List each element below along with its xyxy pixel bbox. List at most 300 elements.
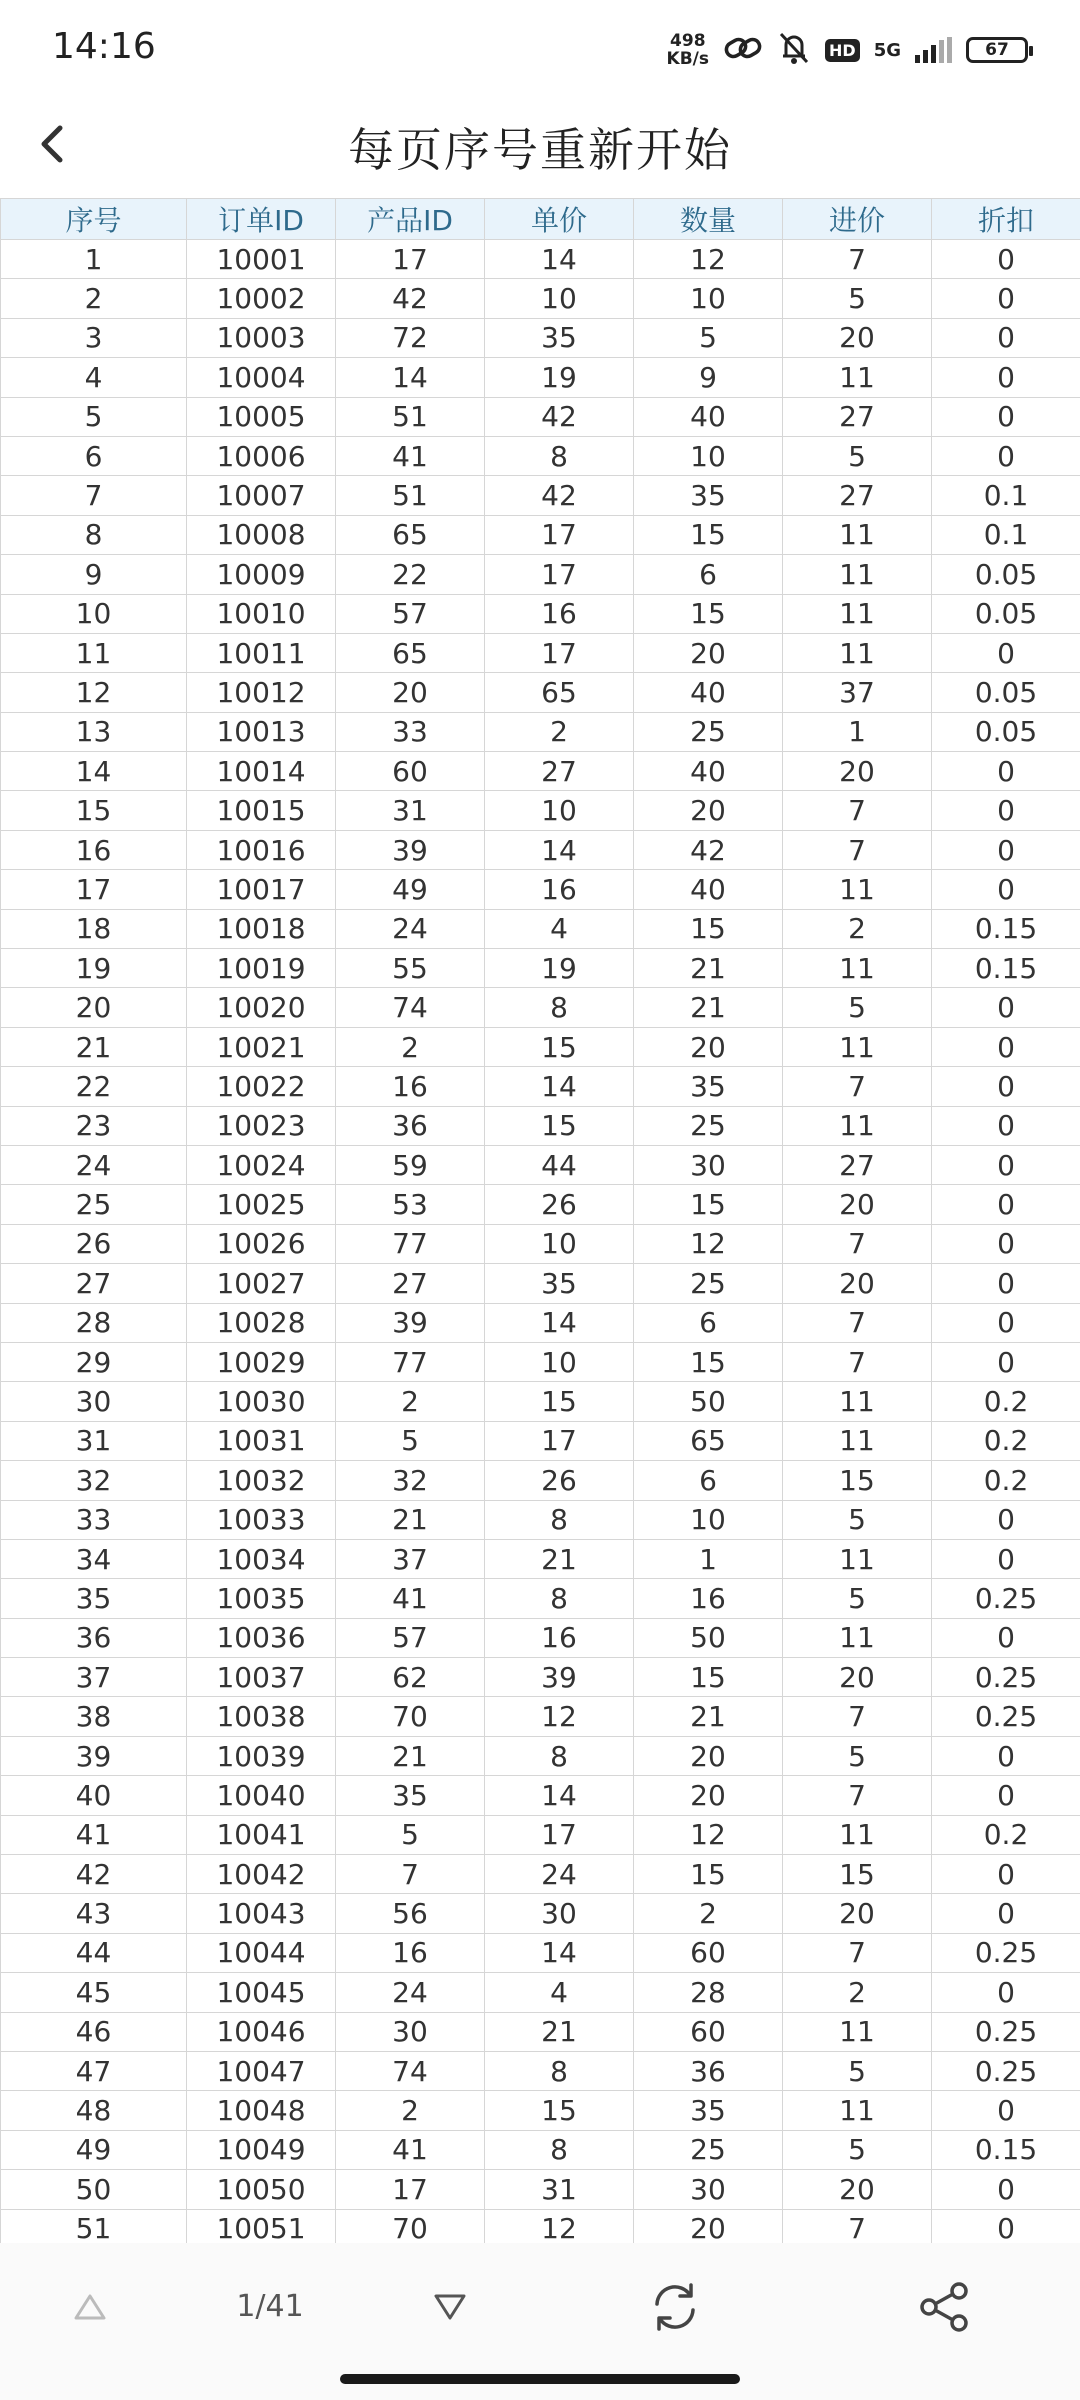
table-cell: 10 — [485, 1342, 634, 1381]
table-cell: 40 — [634, 752, 783, 791]
table-cell: 10025 — [187, 1185, 336, 1224]
table-cell: 10033 — [187, 1500, 336, 1539]
table-cell: 7 — [783, 1776, 932, 1815]
table-row[interactable] — [1, 2091, 1080, 2130]
table-cell: 21 — [1, 1027, 187, 1066]
table-row[interactable] — [1, 1145, 1080, 1184]
table-cell: 10038 — [187, 1697, 336, 1736]
data-table — [0, 198, 1080, 2243]
table-row[interactable] — [1, 2170, 1080, 2209]
table-cell: 14 — [1, 752, 187, 791]
table-header-row — [1, 199, 1080, 240]
table-cell: 0.25 — [932, 1579, 1080, 1618]
table-cell: 0.15 — [932, 949, 1080, 988]
battery-icon: 67 — [966, 37, 1028, 63]
table-cell: 27 — [1, 1264, 187, 1303]
table-cell: 10048 — [187, 2091, 336, 2130]
table-cell: 20 — [634, 633, 783, 672]
table-row[interactable] — [1, 673, 1080, 712]
table-cell: 0.25 — [932, 1658, 1080, 1697]
table-cell: 11 — [783, 1815, 932, 1854]
table-cell: 20 — [783, 318, 932, 357]
table-row[interactable] — [1, 1382, 1080, 1421]
table-row[interactable] — [1, 515, 1080, 554]
table-row[interactable] — [1, 1933, 1080, 1972]
table-cell: 11 — [783, 594, 932, 633]
table-cell: 20 — [783, 1264, 932, 1303]
page-title: 每页序号重新开始 — [348, 123, 732, 177]
table-cell: 8 — [485, 1736, 634, 1775]
table-cell: 4 — [485, 1973, 634, 2012]
table-row[interactable] — [1, 1894, 1080, 1933]
table-row[interactable] — [1, 1500, 1080, 1539]
table-row[interactable] — [1, 358, 1080, 397]
table-cell: 38 — [1, 1697, 187, 1736]
table-cell: 8 — [1, 515, 187, 554]
table-cell: 0 — [932, 2209, 1080, 2243]
table-cell: 10049 — [187, 2130, 336, 2169]
table-row[interactable] — [1, 1421, 1080, 1460]
table-cell: 10026 — [187, 1224, 336, 1263]
table-cell: 10040 — [187, 1776, 336, 1815]
table-row[interactable] — [1, 949, 1080, 988]
table-cell: 10 — [634, 279, 783, 318]
table-cell: 26 — [485, 1185, 634, 1224]
table-cell: 16 — [485, 1618, 634, 1657]
table-cell: 4 — [1, 358, 187, 397]
table-cell: 77 — [336, 1224, 485, 1263]
table-cell: 10036 — [187, 1618, 336, 1657]
table-cell: 33 — [1, 1500, 187, 1539]
table-cell: 21 — [336, 1500, 485, 1539]
table-cell: 7 — [783, 1067, 932, 1106]
table-cell: 14 — [485, 830, 634, 869]
table-cell: 9 — [634, 358, 783, 397]
table-cell: 53 — [336, 1185, 485, 1224]
table-cell: 19 — [485, 949, 634, 988]
table-cell: 16 — [634, 1579, 783, 1618]
table-cell: 10005 — [187, 397, 336, 436]
table-row[interactable] — [1, 2012, 1080, 2051]
table-cell: 5 — [336, 1421, 485, 1460]
table-cell: 10046 — [187, 2012, 336, 2051]
table-cell: 0.05 — [932, 712, 1080, 751]
table-row[interactable] — [1, 436, 1080, 475]
table-cell: 44 — [485, 1145, 634, 1184]
table-cell: 39 — [336, 1303, 485, 1342]
table-cell: 62 — [336, 1658, 485, 1697]
table-cell: 0.05 — [932, 673, 1080, 712]
table-row[interactable] — [1, 594, 1080, 633]
table-cell: 48 — [1, 2091, 187, 2130]
table-cell: 0 — [932, 1224, 1080, 1263]
table-cell: 12 — [485, 2209, 634, 2243]
table-cell: 10047 — [187, 2051, 336, 2090]
table-cell: 21 — [336, 1736, 485, 1775]
table-cell: 10015 — [187, 791, 336, 830]
table-cell: 10 — [634, 1500, 783, 1539]
table-cell: 47 — [1, 2051, 187, 2090]
table-cell: 0 — [932, 752, 1080, 791]
table-cell: 8 — [485, 1500, 634, 1539]
table-cell: 0 — [932, 397, 1080, 436]
table-row[interactable] — [1, 279, 1080, 318]
table-cell: 21 — [634, 1697, 783, 1736]
table-row[interactable] — [1, 2130, 1080, 2169]
table-cell: 11 — [783, 1027, 932, 1066]
table-cell: 8 — [485, 988, 634, 1027]
table-cell: 0 — [932, 2170, 1080, 2209]
table-cell: 10020 — [187, 988, 336, 1027]
link-icon — [723, 33, 763, 67]
table-cell: 24 — [336, 909, 485, 948]
title-bar — [0, 100, 1080, 198]
table-cell: 2 — [783, 909, 932, 948]
table-cell: 20 — [1, 988, 187, 1027]
table-row[interactable] — [1, 791, 1080, 830]
table-cell: 20 — [634, 1776, 783, 1815]
column-header: 单价 — [485, 199, 634, 240]
table-cell: 5 — [336, 1815, 485, 1854]
table-row[interactable] — [1, 752, 1080, 791]
table-cell: 7 — [783, 830, 932, 869]
table-cell: 30 — [1, 1382, 187, 1421]
table-row[interactable] — [1, 1658, 1080, 1697]
table-cell: 35 — [634, 476, 783, 515]
table-cell: 0 — [932, 1539, 1080, 1578]
table-cell: 7 — [1, 476, 187, 515]
table-cell: 0.15 — [932, 909, 1080, 948]
table-cell: 0 — [932, 279, 1080, 318]
table-cell: 10034 — [187, 1539, 336, 1578]
table-cell: 6 — [634, 1303, 783, 1342]
table-cell: 19 — [1, 949, 187, 988]
table-cell: 11 — [783, 1618, 932, 1657]
table-row[interactable] — [1, 555, 1080, 594]
hd-badge: HD — [825, 39, 860, 62]
table-cell: 70 — [336, 2209, 485, 2243]
table-cell: 10035 — [187, 1579, 336, 1618]
table-cell: 7 — [783, 1224, 932, 1263]
table-cell: 10030 — [187, 1382, 336, 1421]
refresh-icon — [645, 2277, 705, 2337]
table-row[interactable] — [1, 1303, 1080, 1342]
table-cell: 42 — [1, 1855, 187, 1894]
table-cell: 19 — [485, 358, 634, 397]
table-cell: 11 — [783, 2091, 932, 2130]
table-cell: 20 — [634, 1736, 783, 1775]
triangle-down-icon — [432, 2292, 468, 2322]
table-cell: 24 — [485, 1855, 634, 1894]
table-cell: 5 — [783, 1579, 932, 1618]
table-cell: 25 — [1, 1185, 187, 1224]
table-cell: 5 — [783, 1736, 932, 1775]
table-cell: 41 — [336, 436, 485, 475]
table-row[interactable] — [1, 909, 1080, 948]
table-cell: 10008 — [187, 515, 336, 554]
table-cell: 20 — [634, 2209, 783, 2243]
table-cell: 4 — [485, 909, 634, 948]
table-cell: 10050 — [187, 2170, 336, 2209]
table-cell: 0 — [932, 358, 1080, 397]
table-cell: 15 — [634, 594, 783, 633]
table-body — [1, 240, 1080, 2244]
table-cell: 0 — [932, 1185, 1080, 1224]
table-cell: 16 — [485, 870, 634, 909]
table-cell: 15 — [634, 1342, 783, 1381]
table-cell: 10031 — [187, 1421, 336, 1460]
table-cell: 22 — [336, 555, 485, 594]
table-row[interactable] — [1, 1855, 1080, 1894]
table-cell: 0 — [932, 633, 1080, 672]
table-cell: 59 — [336, 1145, 485, 1184]
share-icon — [915, 2277, 975, 2337]
table-cell: 44 — [1, 1933, 187, 1972]
table-cell: 21 — [634, 988, 783, 1027]
table-cell: 14 — [485, 1933, 634, 1972]
table-cell: 21 — [485, 1539, 634, 1578]
table-cell: 11 — [783, 358, 932, 397]
table-cell: 16 — [485, 594, 634, 633]
table-cell: 0 — [932, 988, 1080, 1027]
table-cell: 14 — [485, 1067, 634, 1106]
table-row[interactable] — [1, 1342, 1080, 1381]
table-cell: 0 — [932, 1618, 1080, 1657]
table-cell: 5 — [783, 2051, 932, 2090]
table-cell: 12 — [1, 673, 187, 712]
table-cell: 10019 — [187, 949, 336, 988]
table-cell: 65 — [336, 633, 485, 672]
table-cell: 25 — [634, 2130, 783, 2169]
table-cell: 5 — [783, 1500, 932, 1539]
table-cell: 1 — [634, 1539, 783, 1578]
refresh-button[interactable] — [640, 2281, 710, 2333]
table-cell: 36 — [336, 1106, 485, 1145]
table-row[interactable] — [1, 1618, 1080, 1657]
table-cell: 31 — [485, 2170, 634, 2209]
table-cell: 35 — [485, 318, 634, 357]
table-cell: 0 — [932, 791, 1080, 830]
table-row[interactable] — [1, 2051, 1080, 2090]
table-cell: 10023 — [187, 1106, 336, 1145]
data-table-container[interactable] — [0, 198, 1080, 2243]
table-cell: 10041 — [187, 1815, 336, 1854]
table-row[interactable] — [1, 1224, 1080, 1263]
table-cell: 12 — [634, 1224, 783, 1263]
table-cell: 56 — [336, 1894, 485, 1933]
table-cell: 15 — [485, 1106, 634, 1145]
table-cell: 9 — [1, 555, 187, 594]
table-cell: 39 — [1, 1736, 187, 1775]
table-cell: 13 — [1, 712, 187, 751]
table-cell: 0 — [932, 436, 1080, 475]
table-cell: 10016 — [187, 830, 336, 869]
column-header: 进价 — [783, 199, 932, 240]
table-cell: 0.25 — [932, 1697, 1080, 1736]
table-cell: 12 — [634, 1815, 783, 1854]
table-cell: 15 — [634, 515, 783, 554]
table-cell: 10022 — [187, 1067, 336, 1106]
table-cell: 51 — [1, 2209, 187, 2243]
table-cell: 11 — [783, 870, 932, 909]
table-cell: 0 — [932, 1106, 1080, 1145]
table-cell: 57 — [336, 1618, 485, 1657]
table-cell: 37 — [1, 1658, 187, 1697]
table-cell: 10011 — [187, 633, 336, 672]
table-cell: 0.25 — [932, 2012, 1080, 2051]
table-cell: 51 — [336, 397, 485, 436]
table-cell: 0 — [932, 1027, 1080, 1066]
table-cell: 33 — [336, 712, 485, 751]
table-cell: 27 — [485, 752, 634, 791]
table-cell: 10029 — [187, 1342, 336, 1381]
table-cell: 10013 — [187, 712, 336, 751]
table-row[interactable] — [1, 1067, 1080, 1106]
table-row[interactable] — [1, 476, 1080, 515]
table-cell: 26 — [1, 1224, 187, 1263]
table-cell: 0.2 — [932, 1815, 1080, 1854]
table-cell: 37 — [783, 673, 932, 712]
table-cell: 35 — [1, 1579, 187, 1618]
table-cell: 2 — [336, 1027, 485, 1066]
table-cell: 26 — [485, 1461, 634, 1500]
table-cell: 7 — [783, 1342, 932, 1381]
next-page-button[interactable] — [420, 2281, 480, 2333]
table-cell: 42 — [485, 397, 634, 436]
table-cell: 65 — [634, 1421, 783, 1460]
table-row[interactable] — [1, 2209, 1080, 2243]
table-cell: 40 — [634, 673, 783, 712]
table-row[interactable] — [1, 1736, 1080, 1775]
table-row[interactable] — [1, 318, 1080, 357]
table-cell: 8 — [485, 1579, 634, 1618]
column-header: 订单ID — [187, 199, 336, 240]
table-cell: 11 — [783, 949, 932, 988]
table-cell: 0 — [932, 240, 1080, 279]
table-row[interactable] — [1, 1027, 1080, 1066]
table-cell: 40 — [1, 1776, 187, 1815]
table-cell: 10 — [1, 594, 187, 633]
table-cell: 20 — [783, 1185, 932, 1224]
table-row[interactable] — [1, 1776, 1080, 1815]
table-row[interactable] — [1, 633, 1080, 672]
table-cell: 6 — [1, 436, 187, 475]
column-header: 数量 — [634, 199, 783, 240]
table-row[interactable] — [1, 830, 1080, 869]
table-cell: 65 — [485, 673, 634, 712]
table-cell: 15 — [634, 1658, 783, 1697]
share-button[interactable] — [910, 2281, 980, 2333]
table-cell: 17 — [336, 240, 485, 279]
table-cell: 39 — [485, 1658, 634, 1697]
table-cell: 1 — [1, 240, 187, 279]
table-row[interactable] — [1, 1264, 1080, 1303]
table-row[interactable] — [1, 1185, 1080, 1224]
table-row[interactable] — [1, 870, 1080, 909]
table-cell: 7 — [336, 1855, 485, 1894]
table-cell: 15 — [634, 909, 783, 948]
table-cell: 11 — [783, 555, 932, 594]
home-indicator[interactable] — [340, 2374, 740, 2384]
table-cell: 0 — [932, 1894, 1080, 1933]
table-cell: 10018 — [187, 909, 336, 948]
table-cell: 2 — [1, 279, 187, 318]
network-speed: 498 KB/s — [666, 31, 710, 69]
table-row[interactable] — [1, 397, 1080, 436]
table-cell: 0 — [932, 1973, 1080, 2012]
table-row[interactable] — [1, 1461, 1080, 1500]
table-cell: 17 — [485, 555, 634, 594]
table-cell: 12 — [634, 240, 783, 279]
table-cell: 57 — [336, 594, 485, 633]
table-cell: 10014 — [187, 752, 336, 791]
table-cell: 60 — [634, 1933, 783, 1972]
table-cell: 20 — [634, 1027, 783, 1066]
table-cell: 16 — [1, 830, 187, 869]
table-cell: 10044 — [187, 1933, 336, 1972]
table-cell: 0 — [932, 318, 1080, 357]
table-cell: 0.25 — [932, 1933, 1080, 1972]
table-cell: 8 — [485, 2130, 634, 2169]
table-cell: 10 — [485, 1224, 634, 1263]
table-row[interactable] — [1, 1973, 1080, 2012]
table-cell: 45 — [1, 1973, 187, 2012]
table-cell: 15 — [634, 1185, 783, 1224]
table-row[interactable] — [1, 240, 1080, 279]
table-cell: 5 — [634, 318, 783, 357]
table-cell: 2 — [336, 1382, 485, 1421]
prev-page-button[interactable] — [60, 2281, 120, 2333]
table-row[interactable] — [1, 1539, 1080, 1578]
table-cell: 0 — [932, 1067, 1080, 1106]
table-row[interactable] — [1, 712, 1080, 751]
table-cell: 27 — [783, 1145, 932, 1184]
table-cell: 43 — [1, 1894, 187, 1933]
table-cell: 0 — [932, 1855, 1080, 1894]
status-time: 14:16 — [52, 26, 156, 67]
table-cell: 41 — [336, 2130, 485, 2169]
table-row[interactable] — [1, 1579, 1080, 1618]
table-cell: 0 — [932, 2091, 1080, 2130]
table-cell: 17 — [1, 870, 187, 909]
table-cell: 10017 — [187, 870, 336, 909]
table-cell: 0.25 — [932, 2051, 1080, 2090]
table-cell: 15 — [1, 791, 187, 830]
table-cell: 25 — [634, 1106, 783, 1145]
table-cell: 41 — [1, 1815, 187, 1854]
table-cell: 10 — [485, 279, 634, 318]
table-cell: 32 — [336, 1461, 485, 1500]
table-cell: 6 — [634, 555, 783, 594]
table-row[interactable] — [1, 988, 1080, 1027]
table-cell: 74 — [336, 2051, 485, 2090]
table-row[interactable] — [1, 1697, 1080, 1736]
table-cell: 6 — [634, 1461, 783, 1500]
column-header: 序号 — [1, 199, 187, 240]
table-cell: 10021 — [187, 1027, 336, 1066]
status-icons — [667, 28, 1028, 72]
table-cell: 10010 — [187, 594, 336, 633]
table-cell: 5 — [783, 988, 932, 1027]
table-cell: 5 — [783, 2130, 932, 2169]
table-cell: 0.05 — [932, 555, 1080, 594]
table-row[interactable] — [1, 1815, 1080, 1854]
table-cell: 3 — [1, 318, 187, 357]
table-cell: 0 — [932, 1736, 1080, 1775]
table-cell: 42 — [336, 279, 485, 318]
table-cell: 51 — [336, 476, 485, 515]
table-row[interactable] — [1, 1106, 1080, 1145]
